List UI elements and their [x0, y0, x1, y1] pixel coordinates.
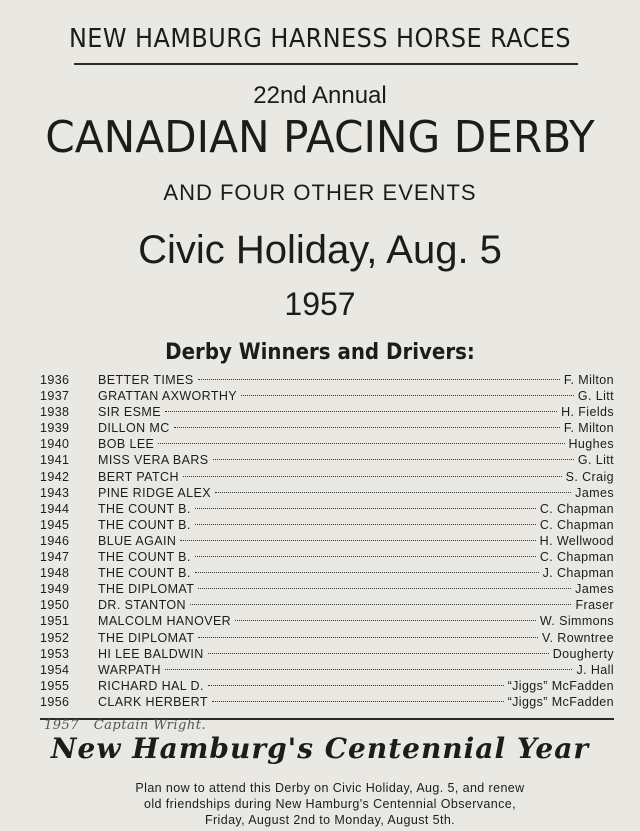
list-item: [40, 404, 614, 420]
winner-horse: THE COUNT B.: [98, 566, 191, 581]
winner-horse: BETTER TIMES: [98, 373, 194, 387]
winner-year: 1940: [40, 437, 70, 452]
winners-list: [40, 372, 614, 710]
winner-year: 1951: [40, 614, 70, 629]
dot-leader: [190, 604, 572, 605]
dot-leader: [165, 411, 557, 412]
winner-year: 1943: [40, 485, 70, 500]
plan-line: Friday, August 2nd to Monday, August 5th.: [204, 813, 456, 827]
winner-year: 1955: [40, 678, 70, 693]
handwritten-horse: Captain Wright.: [93, 718, 207, 733]
winner-year: 1937: [40, 389, 70, 404]
winner-horse: BERT PATCH: [98, 469, 179, 484]
winner-year: 1948: [40, 566, 70, 581]
plan-line: old friendships during New Hamburg's Centennial Observance,: [143, 797, 516, 811]
list-item: [40, 420, 614, 436]
list-item: [40, 597, 614, 613]
winner-driver: G. Litt: [577, 453, 614, 468]
winner-year: 1949: [40, 582, 70, 597]
other-events-label: AND FOUR OTHER EVENTS: [163, 180, 477, 205]
winner-driver: S. Craig: [565, 469, 614, 484]
list-item: [40, 694, 614, 710]
winner-horse: SIR ESME: [98, 405, 161, 420]
winner-horse: CLARK HERBERT: [98, 694, 208, 709]
winner-driver: J. Chapman: [542, 566, 614, 581]
winner-horse: DILLON MC: [98, 421, 170, 436]
winner-driver: W. Simmons: [539, 614, 614, 629]
dot-leader: [215, 492, 571, 493]
dot-leader: [213, 459, 574, 460]
winner-driver: F. Milton: [563, 373, 614, 387]
winner-horse: DR. STANTON: [98, 598, 186, 613]
dot-leader: [235, 620, 536, 621]
dot-leader: [195, 508, 536, 509]
winner-driver: Dougherty: [552, 646, 614, 661]
centennial-title: New Hamburg's Centennial Year: [50, 732, 590, 765]
header-rule: [74, 63, 578, 65]
winner-year: 1950: [40, 598, 70, 613]
list-item: [40, 372, 614, 388]
dot-leader: [212, 701, 504, 702]
winner-horse: HI LEE BALDWIN: [98, 646, 204, 661]
dot-leader: [208, 653, 549, 654]
winner-driver: “Jiggs” McFadden: [507, 678, 614, 693]
winner-driver: G. Litt: [577, 389, 614, 404]
winner-year: 1947: [40, 550, 70, 565]
winner-year: 1952: [40, 630, 70, 645]
winner-horse: THE DIPLOMAT: [98, 630, 195, 645]
list-item: [40, 581, 614, 597]
winner-horse: GRATTAN AXWORTHY: [98, 389, 238, 404]
winner-year: 1942: [40, 469, 70, 484]
winner-horse: BOB LEE: [98, 437, 155, 452]
list-item: [40, 469, 614, 485]
winner-horse: THE DIPLOMAT: [98, 582, 195, 597]
annual-label: 22nd Annual: [253, 82, 387, 109]
winner-driver: Hughes: [568, 437, 614, 452]
list-item: [40, 630, 614, 646]
dot-leader: [198, 588, 571, 589]
dot-leader: [165, 669, 572, 670]
dot-leader: [198, 637, 538, 638]
handwritten-year: 1957: [44, 718, 80, 733]
winner-year: 1938: [40, 405, 70, 420]
winner-horse: MISS VERA BARS: [98, 453, 209, 468]
dot-leader: [198, 379, 560, 380]
dot-leader: [195, 556, 536, 557]
plan-line: Plan now to attend this Derby on Civic Holiday, Aug. 5, and renew: [135, 781, 525, 795]
holiday-date: Civic Holiday, Aug. 5: [138, 228, 502, 272]
winner-horse: THE COUNT B.: [98, 501, 191, 516]
list-item: [40, 485, 614, 501]
winner-horse: WARPATH: [98, 662, 161, 677]
winner-year: 1954: [40, 662, 70, 677]
list-item: [40, 646, 614, 662]
derby-title: CANADIAN PACING DERBY: [45, 112, 595, 163]
winner-driver: James: [575, 485, 614, 500]
list-item: [40, 678, 614, 694]
winner-driver: V. Rowntree: [541, 630, 614, 645]
dot-leader: [183, 476, 562, 477]
winner-year: 1956: [40, 694, 70, 709]
winner-horse: MALCOLM HANOVER: [98, 614, 232, 629]
list-item: [40, 452, 614, 468]
list-item: [40, 565, 614, 581]
event-year: 1957: [284, 286, 356, 322]
winner-horse: RICHARD HAL D.: [98, 678, 204, 693]
handwritten-note: [44, 718, 206, 733]
dot-leader: [195, 572, 539, 573]
dot-leader: [195, 524, 536, 525]
list-item: [40, 388, 614, 404]
winner-horse: THE COUNT B.: [98, 517, 191, 532]
winner-horse: THE COUNT B.: [98, 550, 191, 565]
plan-text: [60, 780, 600, 828]
list-item: [40, 436, 614, 452]
winner-driver: H. Fields: [561, 405, 614, 420]
dot-leader: [208, 685, 504, 686]
winner-year: 1945: [40, 517, 70, 532]
winner-driver: Fraser: [575, 598, 614, 613]
winner-driver: C. Chapman: [539, 501, 614, 516]
winner-horse: PINE RIDGE ALEX: [98, 485, 211, 500]
winner-driver: H. Wellwood: [539, 533, 614, 548]
list-item: [40, 501, 614, 517]
winner-year: 1944: [40, 501, 70, 516]
winners-heading: Derby Winners and Drivers:: [165, 340, 475, 365]
list-item: [40, 517, 614, 533]
winner-driver: J. Hall: [576, 662, 614, 677]
winner-driver: “Jiggs” McFadden: [507, 694, 614, 709]
header-title: NEW HAMBURG HARNESS HORSE RACES: [68, 24, 572, 54]
winner-year: 1941: [40, 453, 70, 468]
winner-driver: F. Milton: [563, 421, 614, 436]
winner-year: 1946: [40, 533, 70, 548]
dot-leader: [174, 427, 560, 428]
winner-driver: James: [575, 582, 614, 597]
dot-leader: [180, 540, 535, 541]
dot-leader: [241, 395, 574, 396]
winner-horse: BLUE AGAIN: [98, 533, 177, 548]
list-item: [40, 613, 614, 629]
list-item: [40, 549, 614, 565]
dot-leader: [158, 443, 564, 444]
winner-driver: C. Chapman: [539, 550, 614, 565]
winner-driver: C. Chapman: [539, 517, 614, 532]
list-item: [40, 662, 614, 678]
list-item: [40, 533, 614, 549]
winner-year: 1953: [40, 646, 70, 661]
winner-year: 1939: [40, 421, 70, 436]
winner-year: 1936: [40, 373, 70, 387]
